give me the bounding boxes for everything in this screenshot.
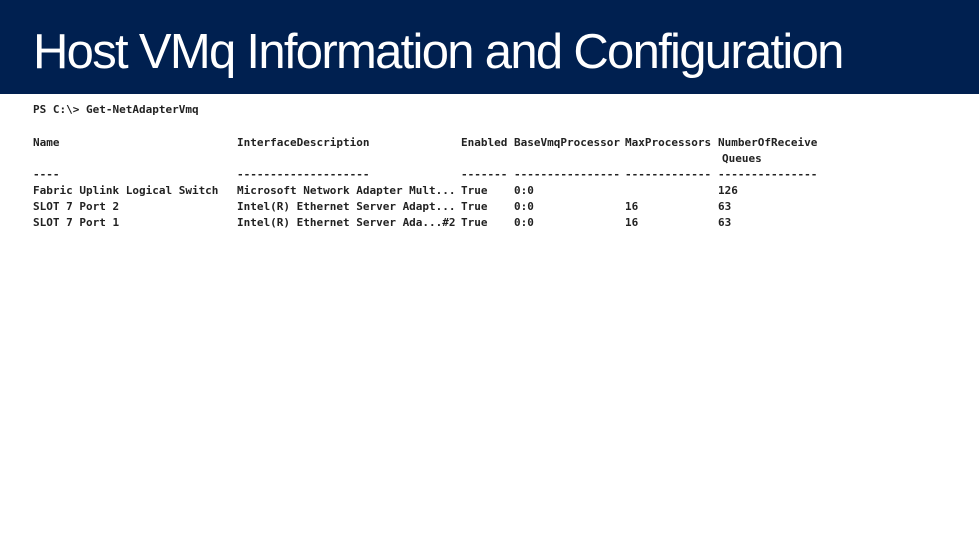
adapter-description: Intel(R) Ethernet Server Ada...#2 bbox=[237, 216, 456, 229]
adapter-enabled: True bbox=[461, 200, 488, 213]
adapter-enabled: True bbox=[461, 184, 488, 197]
header-interface-description: InterfaceDescription bbox=[237, 136, 370, 149]
header-name: Name bbox=[33, 136, 60, 149]
separator-max-processors: ------------- bbox=[625, 168, 712, 181]
adapter-enabled: True bbox=[461, 216, 488, 229]
separator-enabled: ------- bbox=[461, 168, 508, 181]
header-max-processors: MaxProcessors bbox=[625, 136, 712, 149]
separator-name: ---- bbox=[33, 168, 60, 181]
adapter-description: Microsoft Network Adapter Mult... bbox=[237, 184, 456, 197]
table-row bbox=[33, 183, 953, 199]
adapter-base-processor: 0:0 bbox=[514, 200, 534, 213]
adapter-base-processor: 0:0 bbox=[514, 216, 534, 229]
separator-base-processor: ---------------- bbox=[514, 168, 620, 181]
header-queues-continued: Queues bbox=[722, 152, 762, 165]
table-header-row-continued bbox=[33, 151, 953, 167]
adapter-receive-queues: 126 bbox=[718, 184, 738, 197]
separator-queues: --------------- bbox=[718, 168, 818, 181]
header-enabled: Enabled bbox=[461, 136, 508, 149]
adapter-name: SLOT 7 Port 1 bbox=[33, 216, 120, 229]
header-number-of-receive-queues: NumberOfReceive bbox=[718, 136, 818, 149]
table-header-row bbox=[33, 135, 953, 151]
adapter-description: Intel(R) Ethernet Server Adapt... bbox=[237, 200, 456, 213]
adapter-name: Fabric Uplink Logical Switch bbox=[33, 184, 219, 197]
adapter-max-processors: 16 bbox=[625, 216, 639, 229]
command-prompt: PS C:\> Get-NetAdapterVmq bbox=[33, 103, 199, 116]
adapter-base-processor: 0:0 bbox=[514, 184, 534, 197]
adapter-receive-queues: 63 bbox=[718, 216, 732, 229]
adapter-name: SLOT 7 Port 2 bbox=[33, 200, 120, 213]
slide-title: Host VMq Information and Configuration bbox=[33, 25, 843, 79]
table-separator-row bbox=[33, 167, 953, 183]
title-bar bbox=[0, 0, 979, 94]
table-row bbox=[33, 199, 953, 215]
adapter-max-processors: 16 bbox=[625, 200, 639, 213]
separator-description: -------------------- bbox=[237, 168, 370, 181]
header-base-vmq-processor: BaseVmqProcessor bbox=[514, 136, 620, 149]
adapter-receive-queues: 63 bbox=[718, 200, 732, 213]
table-row bbox=[33, 215, 953, 231]
